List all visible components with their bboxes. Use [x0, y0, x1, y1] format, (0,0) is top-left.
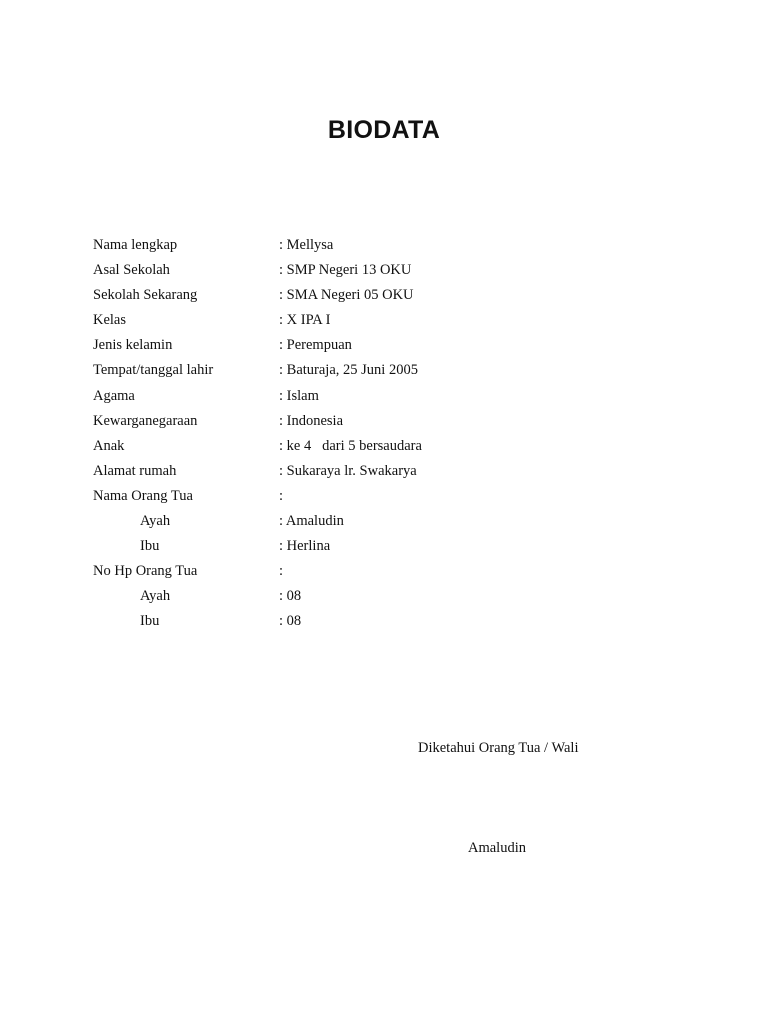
field-label: Anak — [93, 437, 125, 454]
field-value: : — [279, 563, 284, 580]
field-label: Ayah — [140, 588, 171, 605]
field-label: Nama Orang Tua — [93, 487, 193, 504]
field-value: : Baturaja, 25 Juni 2005 — [279, 362, 418, 379]
field-value: : Amaludin — [279, 513, 344, 530]
field-label: Ibu — [140, 538, 160, 555]
field-value: : 08 — [279, 588, 302, 605]
biodata-row-class — [93, 308, 693, 333]
field-value: : Sukaraya lr. Swakarya — [279, 462, 417, 479]
biodata-row-citizenship — [93, 409, 693, 434]
field-value: : ke 4 dari 5 bersaudara — [279, 437, 422, 454]
field-label: Kelas — [93, 312, 127, 329]
biodata-row-full-name — [93, 233, 693, 258]
field-label: Agama — [93, 387, 135, 404]
field-value: : Indonesia — [279, 412, 344, 429]
biodata-list — [93, 233, 693, 635]
biodata-row-mother-phone — [93, 609, 693, 634]
field-label: Alamat rumah — [93, 462, 177, 479]
field-label: Nama lengkap — [93, 237, 178, 253]
field-value: : Mellysa — [279, 237, 334, 253]
biodata-row-parent-names — [93, 484, 693, 509]
field-label: Ibu — [140, 613, 160, 630]
biodata-row-previous-school — [93, 258, 693, 283]
field-label: Ayah — [140, 513, 171, 530]
field-label: No Hp Orang Tua — [93, 563, 198, 580]
field-label: Sekolah Sekarang — [93, 287, 198, 304]
biodata-row-home-address — [93, 459, 693, 484]
biodata-row-birth-place-date — [93, 358, 693, 383]
biodata-row-child-order — [93, 434, 693, 459]
field-label: Tempat/tanggal lahir — [93, 362, 214, 379]
field-value: : X IPA I — [279, 312, 331, 329]
biodata-row-gender — [93, 333, 693, 358]
field-label: Kewarganegaraan — [93, 412, 198, 429]
field-value: : Herlina — [279, 538, 331, 555]
biodata-row-father-name — [93, 509, 693, 534]
signer-name: Amaludin — [468, 840, 526, 856]
biodata-row-parent-phones — [93, 559, 693, 584]
field-value: : — [279, 487, 284, 504]
field-value: : SMA Negeri 05 OKU — [279, 287, 414, 304]
biodata-row-mother-name — [93, 534, 693, 559]
field-value: : Perempuan — [279, 337, 352, 354]
biodata-row-current-school — [93, 283, 693, 308]
biodata-row-religion — [93, 384, 693, 409]
field-value: : 08 — [279, 613, 302, 630]
acknowledgement-text: Diketahui Orang Tua / Wali — [418, 740, 579, 756]
biodata-row-father-phone — [93, 584, 693, 609]
field-label: Jenis kelamin — [93, 337, 173, 354]
field-label: Asal Sekolah — [93, 262, 170, 279]
field-value: : Islam — [279, 387, 319, 404]
field-value: : SMP Negeri 13 OKU — [279, 262, 412, 279]
document-title: BIODATA — [327, 116, 441, 144]
